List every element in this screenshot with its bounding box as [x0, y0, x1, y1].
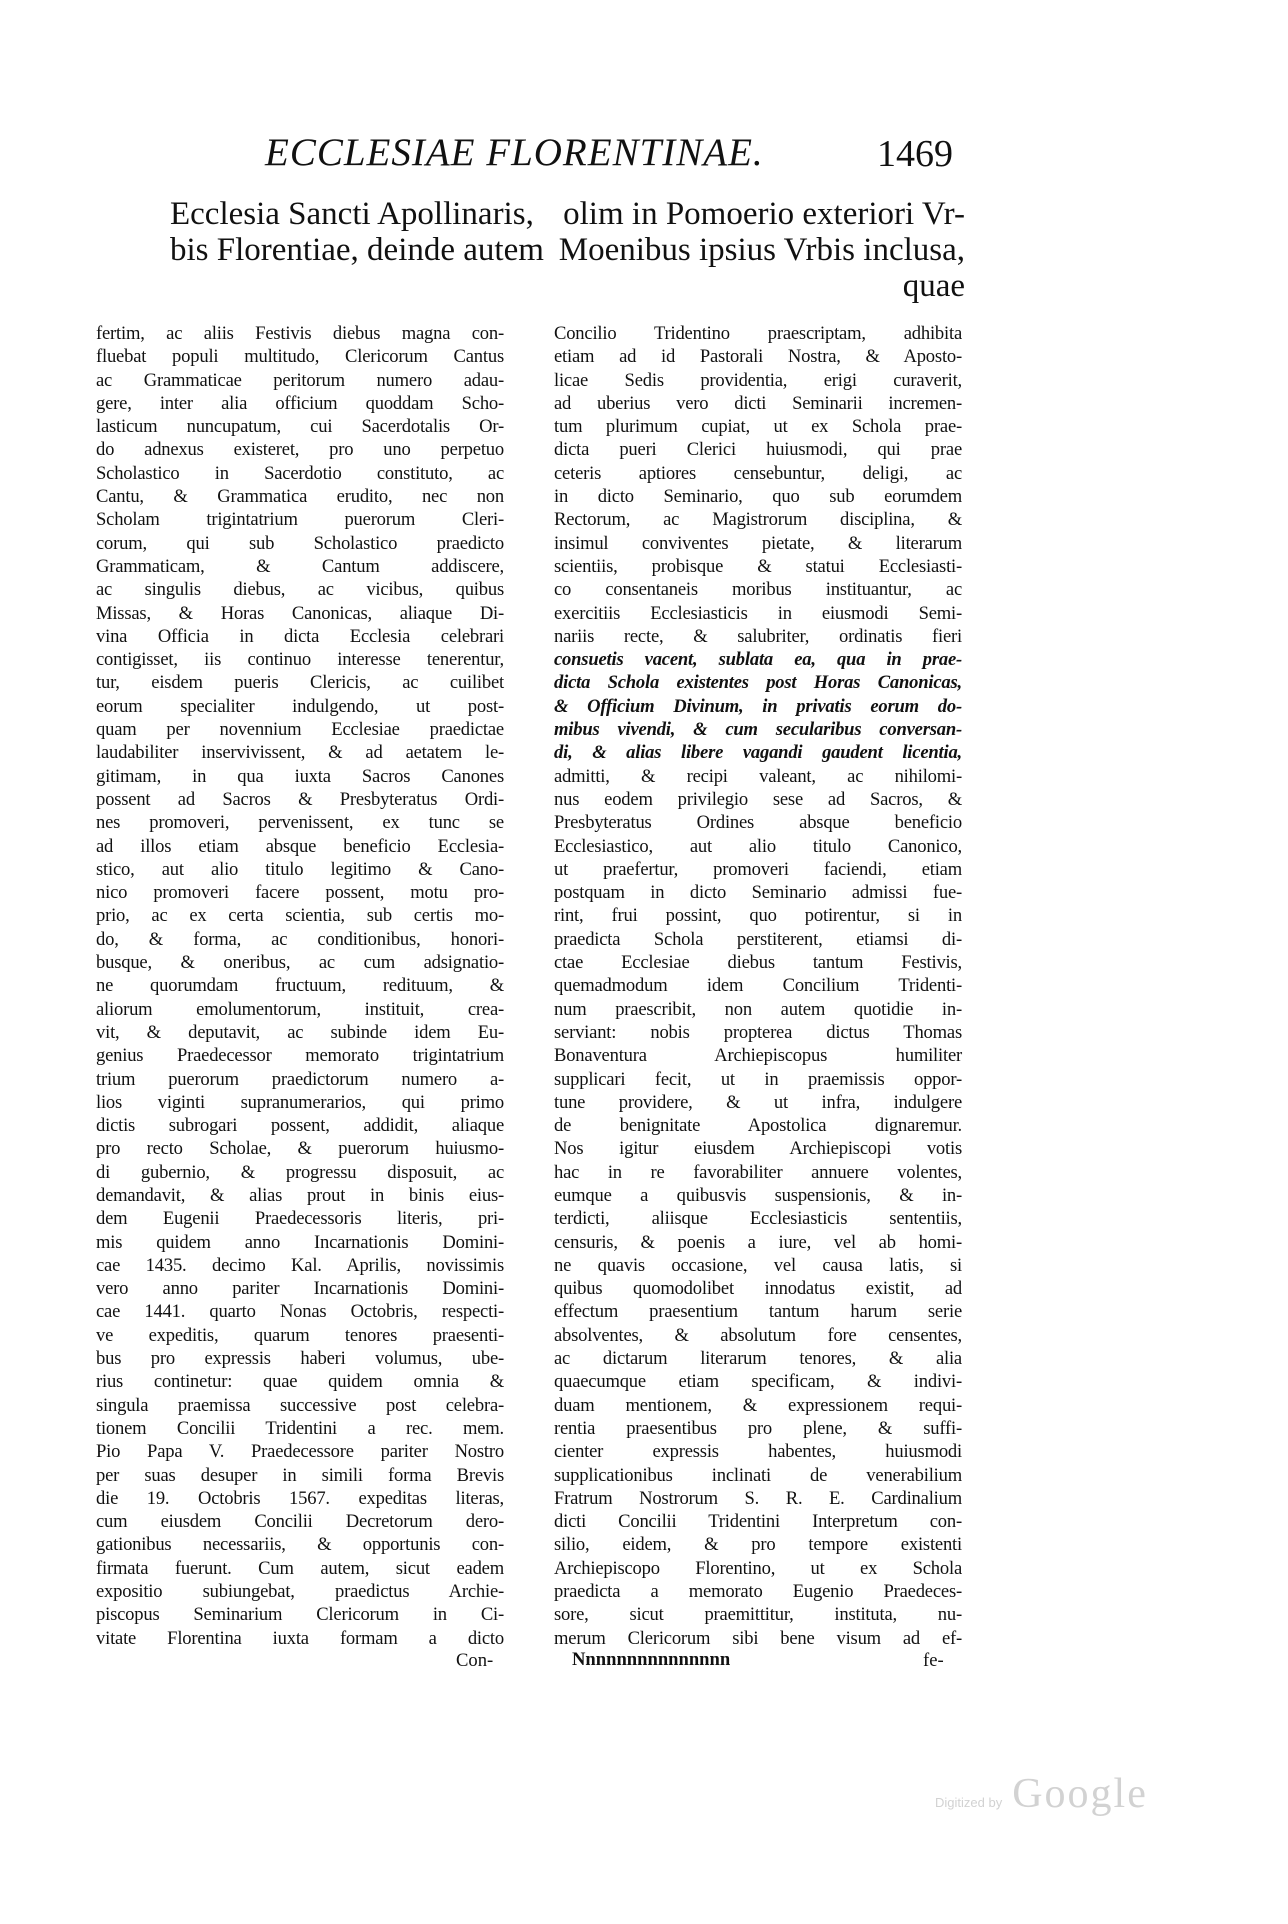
text-line: Nos igitur eiusdem Archiepiscopi votis	[554, 1138, 962, 1160]
text-line: absolventes, & absolutum fore censentes,	[554, 1324, 962, 1346]
text-line: bus pro expressis haberi volumus, ube-	[96, 1348, 504, 1370]
text-line: quam per novennium Ecclesiae praedictae	[96, 719, 504, 741]
text-line: fertim, ac aliis Festivis diebus magna con-	[96, 323, 504, 344]
heading-line-3	[170, 268, 965, 304]
text-line: vero anno pariter Incarnationis Domini-	[96, 1278, 504, 1300]
text-line: effectum praesentium tantum harum serie	[554, 1301, 962, 1323]
text-line: merum Clericorum sibi bene visum ad ef-	[554, 1627, 962, 1649]
heading-line-2-right: Moenibus ipsius Vrbis inclusa,	[558, 232, 965, 268]
text-line: mis quidem anno Incarnationis Domini-	[96, 1231, 504, 1253]
text-line: in dicto Seminario, quo sub eorumdem	[554, 486, 962, 508]
text-line: censuris, & poenis a iure, vel ab homi-	[554, 1231, 962, 1253]
text-line: lasticum nuncupatum, cui Sacerdotalis Or-	[96, 416, 504, 438]
text-line: Cantu, & Grammatica erudito, nec non	[96, 486, 504, 508]
text-line: Scholastico in Sacerdotio constituto, ac	[96, 462, 504, 484]
heading-line-2	[170, 232, 965, 268]
heading-line-3-text: quae	[902, 268, 965, 304]
text-line: rint, frui possint, quo potirentur, si in	[554, 905, 962, 927]
text-line: licae Sedis providentia, erigi curaverit,	[554, 369, 962, 391]
text-line: fluebat populi multitudo, Clericorum Cantus	[96, 346, 504, 368]
text-line: do adnexus existeret, pro uno perpetuo	[96, 439, 504, 461]
text-line: & Officium Divinum, in privatis eorum do-	[554, 695, 962, 717]
text-line: cae 1435. decimo Kal. Aprilis, novissimis	[96, 1254, 504, 1276]
text-line: tune providere, & ut infra, indulgere	[554, 1091, 962, 1113]
heading-line-2-left: bis Florentiae, deinde autem	[170, 232, 544, 268]
text-line: nariis recte, & salubriter, ordinatis fieri	[554, 625, 962, 647]
text-line: duam mentionem, & expressionem requi-	[554, 1394, 962, 1416]
text-line: laudabiliter inservivissent, & ad aetatem le-	[96, 742, 504, 764]
text-line: tur, eisdem pueris Clericis, ac cuilibet	[96, 672, 504, 694]
heading-line-1	[170, 196, 965, 232]
text-line: ctae Ecclesiae diebus tantum Festivis,	[554, 952, 962, 974]
text-line: mibus vivendi, & cum secularibus conversan-	[554, 719, 962, 741]
text-line: dicta pueri Clerici huiusmodi, qui prae	[554, 439, 962, 461]
text-line: hac in re favorabiliter annuere volentes,	[554, 1161, 962, 1183]
right-column	[554, 322, 962, 1650]
text-line: vina Officia in dicta Ecclesia celebrari	[96, 625, 504, 647]
text-line: piscopus Seminarium Clericorum in Ci-	[96, 1604, 504, 1626]
text-line: eorum specialiter indulgendo, ut post-	[96, 695, 504, 717]
text-line: nus eodem privilegio sese ad Sacros, &	[554, 788, 962, 810]
text-line: per suas desuper in simili forma Brevis	[96, 1464, 504, 1486]
text-line: Missas, & Horas Canonicas, aliaque Di-	[96, 602, 504, 624]
text-line: quibus quomodolibet innodatus existit, ad	[554, 1278, 962, 1300]
text-line: quemadmodum idem Concilium Tridenti-	[554, 975, 962, 997]
text-line: rius continetur: quae quidem omnia &	[96, 1371, 504, 1393]
text-line: ad uberius vero dicti Seminarii incremen-	[554, 392, 962, 414]
text-line: genius Praedecessor memorato trigintatrium	[96, 1045, 504, 1067]
heading-line-1-left: Ecclesia Sancti Apollinaris,	[170, 196, 534, 232]
text-line: Fratrum Nostrorum S. R. E. Cardinalium	[554, 1487, 962, 1509]
text-line: di gubernio, & progressu disposuit, ac	[96, 1161, 504, 1183]
text-line: do, & forma, ac conditionibus, honori-	[96, 928, 504, 950]
text-line: supplicationibus inclinati de venerabilium	[554, 1464, 962, 1486]
text-line: corum, qui sub Scholastico praedicto	[96, 532, 504, 554]
text-line: dicti Concilii Tridentini Interpretum con-	[554, 1511, 962, 1533]
text-line: ne quavis occasione, vel causa latis, si	[554, 1254, 962, 1276]
text-line: expositio subiungebat, praedictus Archie-	[96, 1581, 504, 1603]
text-line: ve expeditis, quarum tenores praesenti-	[96, 1324, 504, 1346]
text-line: prio, ac ex certa scientia, sub certis mo-	[96, 905, 504, 927]
text-line: ad illos etiam absque beneficio Ecclesia-	[96, 835, 504, 857]
text-line: sore, sicut praemittitur, instituta, nu-	[554, 1604, 962, 1626]
text-line: dicta Schola existentes post Horas Canonicas,	[554, 672, 962, 694]
text-line: ceteris aptiores censebuntur, deligi, ac	[554, 462, 962, 484]
text-line: consuetis vacent, sublata ea, qua in prae-	[554, 649, 962, 671]
text-line: Presbyteratus Ordines absque beneficio	[554, 812, 962, 834]
catchword-right: fe-	[923, 1650, 944, 1671]
text-line: vitate Florentina iuxta formam a dicto	[96, 1627, 504, 1649]
text-line: ac dictarum literarum tenores, & alia	[554, 1348, 962, 1370]
text-line: Rectorum, ac Magistrorum disciplina, &	[554, 509, 962, 531]
text-line: Bonaventura Archiepiscopus humiliter	[554, 1045, 962, 1067]
text-line: aliorum emolumentorum, instituit, crea-	[96, 998, 504, 1020]
text-line: ac Grammaticae peritorum numero adau-	[96, 369, 504, 391]
text-line: pro recto Scholae, & puerorum huiusmo-	[96, 1138, 504, 1160]
text-line: Concilio Tridentino praescriptam, adhibita	[554, 323, 962, 344]
running-title: ECCLESIAE FLORENTINAE.	[265, 131, 764, 174]
text-line: admitti, & recipi valeant, ac nihilomi-	[554, 765, 962, 787]
text-line: tum plurimum cupiat, ut ex Schola prae-	[554, 416, 962, 438]
text-line: de benignitate Apostolica dignaremur.	[554, 1115, 962, 1137]
text-line: dem Eugenii Praedecessoris literis, pri-	[96, 1208, 504, 1230]
watermark-logo-text: Google	[1012, 1771, 1148, 1817]
text-line: contigisset, iis continuo interesse tenerentur,	[96, 649, 504, 671]
text-line: die 19. Octobris 1567. expeditas literas,	[96, 1487, 504, 1509]
text-line: stico, aut alio titulo legitimo & Cano-	[96, 858, 504, 880]
text-line: vit, & deputavit, ac subinde idem Eu-	[96, 1021, 504, 1043]
text-line: singula praemissa successive post celebra-	[96, 1394, 504, 1416]
text-line: exercitiis Ecclesiasticis in eiusmodi Semi-	[554, 602, 962, 624]
text-line: trium puerorum praedictorum numero a-	[96, 1068, 504, 1090]
text-line: praedicta Schola perstiterent, etiamsi di-	[554, 928, 962, 950]
text-line: quaecumque etiam specificam, & indivi-	[554, 1371, 962, 1393]
text-line: num praescribit, non autem quotidie in-	[554, 998, 962, 1020]
text-line: silio, eidem, & pro tempore existenti	[554, 1534, 962, 1556]
text-line: ne quorumdam fructuum, redituum, &	[96, 975, 504, 997]
text-line: insimul conviventes pietate, & literarum	[554, 532, 962, 554]
text-line: ac singulis diebus, ac vicibus, quibus	[96, 579, 504, 601]
text-line: gere, inter alia officium quoddam Scho-	[96, 392, 504, 414]
text-line: serviant: nobis propterea dictus Thomas	[554, 1021, 962, 1043]
left-column	[96, 322, 504, 1650]
text-line: eumque a quibusvis suspensionis, & in-	[554, 1184, 962, 1206]
text-line: busque, & oneribus, ac cum adsignatio-	[96, 952, 504, 974]
text-line: dictis subrogari possent, addidit, aliaque	[96, 1115, 504, 1137]
text-line: firmata fuerunt. Cum autem, sicut eadem	[96, 1557, 504, 1579]
text-line: postquam in dicto Seminario admissi fue-	[554, 882, 962, 904]
text-line: lios viginti supranumerarios, qui primo	[96, 1091, 504, 1113]
running-head	[265, 130, 965, 180]
catchword-left: Con-	[456, 1650, 494, 1671]
text-line: supplicari fecit, ut in praemissis oppor-	[554, 1068, 962, 1090]
text-line: Grammaticam, & Cantum addiscere,	[96, 555, 504, 577]
text-line: di, & alias libere vagandi gaudent licentia,	[554, 742, 962, 764]
text-line: possent ad Sacros & Presbyteratus Ordi-	[96, 788, 504, 810]
text-line: gitimam, in qua iuxta Sacros Canones	[96, 765, 504, 787]
heading-line-1-right: olim in Pomoerio exteriori Vr-	[563, 196, 965, 232]
text-line: ut praefertur, promoveri faciendi, etiam	[554, 858, 962, 880]
text-line: Ecclesiastico, aut alio titulo Canonico,	[554, 835, 962, 857]
text-line: terdicti, aliisque Ecclesiasticis sententiis,	[554, 1208, 962, 1230]
text-line: co consentaneis moribus instituantur, ac	[554, 579, 962, 601]
text-line: Scholam trigintatrium puerorum Cleri-	[96, 509, 504, 531]
text-line: etiam ad id Pastorali Nostra, & Aposto-	[554, 346, 962, 368]
text-line: rentia praesentibus pro plene, & suffi-	[554, 1417, 962, 1439]
text-line: cienter expressis habentes, huiusmodi	[554, 1441, 962, 1463]
text-line: praedicta a memorato Eugenio Praedeces-	[554, 1581, 962, 1603]
text-line: cum eiusdem Concilii Decretorum dero-	[96, 1511, 504, 1533]
watermark-small-text: Digitized by	[935, 1795, 1003, 1810]
page-number: 1469	[877, 133, 953, 175]
text-line: scientiis, probisque & statui Ecclesiasti-	[554, 555, 962, 577]
text-line: demandavit, & alias prout in binis eius-	[96, 1184, 504, 1206]
text-line: nes promoveri, pervenissent, ex tunc se	[96, 812, 504, 834]
text-line: cae 1441. quarto Nonas Octobris, respecti-	[96, 1301, 504, 1323]
text-line: nico promoveri facere possent, motu pro-	[96, 882, 504, 904]
digitization-watermark	[935, 1770, 1148, 1818]
text-line: tionem Concilii Tridentini a rec. mem.	[96, 1417, 504, 1439]
section-heading	[170, 196, 965, 304]
signature-mark: Nnnnnnnnnnnnnnn	[572, 1649, 731, 1670]
text-line: Archiepiscopo Florentino, ut ex Schola	[554, 1557, 962, 1579]
text-line: gationibus necessariis, & opportunis con-	[96, 1534, 504, 1556]
text-line: Pio Papa V. Praedecessore pariter Nostro	[96, 1441, 504, 1463]
